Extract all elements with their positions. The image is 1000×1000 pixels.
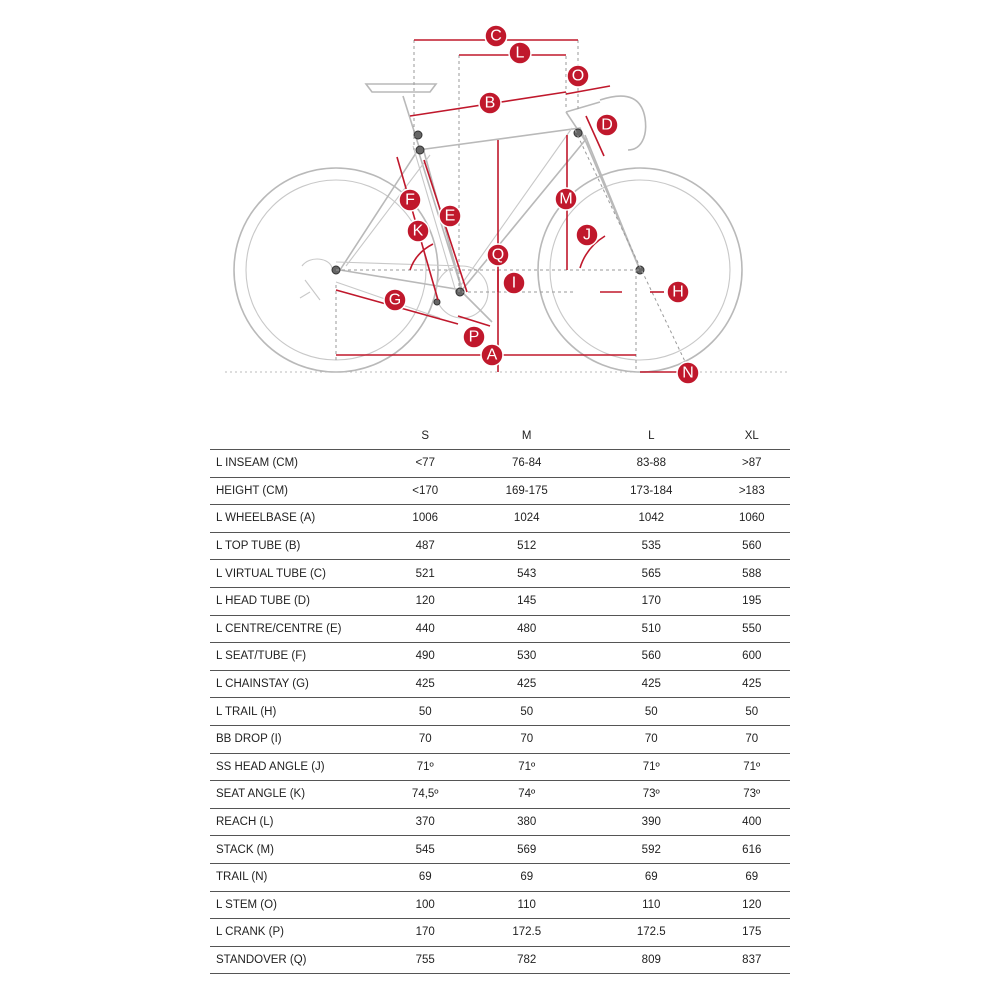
table-row xyxy=(210,560,790,588)
row-value: 69 xyxy=(464,863,589,891)
row-value: 69 xyxy=(714,863,790,891)
badge-a xyxy=(481,344,503,366)
row-value: 120 xyxy=(386,587,464,615)
row-value: 69 xyxy=(386,863,464,891)
row-label: BB DROP (I) xyxy=(210,725,386,753)
row-value: 616 xyxy=(714,836,790,864)
row-value: 71º xyxy=(714,753,790,781)
badge-m xyxy=(555,188,577,210)
row-label: L TOP TUBE (B) xyxy=(210,532,386,560)
row-label: SEAT ANGLE (K) xyxy=(210,781,386,809)
row-value: 490 xyxy=(386,643,464,671)
row-value: 74,5º xyxy=(386,781,464,809)
row-label: STACK (M) xyxy=(210,836,386,864)
guide-lines xyxy=(336,40,690,372)
row-value: 50 xyxy=(714,698,790,726)
badge-j xyxy=(576,224,598,246)
svg-text:B: B xyxy=(484,94,496,112)
svg-text:H: H xyxy=(672,283,684,301)
size-header-xl: XL xyxy=(744,429,759,442)
row-value: 1042 xyxy=(589,505,714,533)
row-value: 74º xyxy=(464,781,589,809)
row-label: L INSEAM (CM) xyxy=(210,450,386,478)
table-row xyxy=(210,753,790,781)
badge-n xyxy=(677,362,699,384)
badge-g xyxy=(384,289,406,311)
row-value: 170 xyxy=(589,587,714,615)
svg-text:I: I xyxy=(511,274,517,292)
row-value: 145 xyxy=(464,587,589,615)
row-value: 76-84 xyxy=(464,450,589,478)
row-value: 512 xyxy=(464,532,589,560)
table-row xyxy=(210,863,790,891)
seat-top-pivot xyxy=(416,146,424,154)
row-label: TRAIL (N) xyxy=(210,863,386,891)
row-value: 69 xyxy=(589,863,714,891)
svg-text:J: J xyxy=(583,226,591,244)
row-value: 530 xyxy=(464,643,589,671)
table-header-row xyxy=(210,422,790,450)
row-value: 809 xyxy=(589,946,714,974)
row-label: STANDOVER (Q) xyxy=(210,946,386,974)
row-value: 510 xyxy=(589,615,714,643)
table-row xyxy=(210,808,790,836)
row-value: 400 xyxy=(714,808,790,836)
row-value: 71º xyxy=(464,753,589,781)
row-value: 175 xyxy=(714,919,790,947)
row-value: 169-175 xyxy=(464,477,589,505)
svg-text:L: L xyxy=(515,44,525,62)
badge-l xyxy=(509,42,531,64)
row-label: REACH (L) xyxy=(210,808,386,836)
row-value: 600 xyxy=(714,643,790,671)
row-label: L WHEELBASE (A) xyxy=(210,505,386,533)
pedal-pivot xyxy=(434,299,440,305)
row-value: 588 xyxy=(714,560,790,588)
svg-text:O: O xyxy=(571,67,585,85)
bike-frame xyxy=(300,84,646,322)
row-label: HEIGHT (CM) xyxy=(210,477,386,505)
table-row xyxy=(210,698,790,726)
row-value: 837 xyxy=(714,946,790,974)
row-value: 370 xyxy=(386,808,464,836)
svg-text:Q: Q xyxy=(491,246,505,264)
row-value: <170 xyxy=(386,477,464,505)
row-value: 73º xyxy=(714,781,790,809)
row-value: 550 xyxy=(714,615,790,643)
svg-text:N: N xyxy=(682,364,694,382)
row-value: 535 xyxy=(589,532,714,560)
row-value: 782 xyxy=(464,946,589,974)
row-value: 1060 xyxy=(714,505,790,533)
table-row xyxy=(210,643,790,671)
table-row xyxy=(210,532,790,560)
row-label: L STEM (O) xyxy=(210,891,386,919)
row-value: 425 xyxy=(589,670,714,698)
row-value: 110 xyxy=(464,891,589,919)
table-corner xyxy=(210,422,386,450)
svg-text:D: D xyxy=(601,116,613,134)
row-value: 425 xyxy=(464,670,589,698)
row-value: >183 xyxy=(714,477,790,505)
table-row xyxy=(210,587,790,615)
table-row xyxy=(210,891,790,919)
row-value: >87 xyxy=(714,450,790,478)
row-value: 425 xyxy=(714,670,790,698)
row-value: 425 xyxy=(386,670,464,698)
geometry-table xyxy=(210,422,790,974)
badge-i xyxy=(503,272,525,294)
row-label: L SEAT/TUBE (F) xyxy=(210,643,386,671)
row-value: 173-184 xyxy=(589,477,714,505)
row-value: 70 xyxy=(589,725,714,753)
row-value: 1024 xyxy=(464,505,589,533)
table-row xyxy=(210,615,790,643)
row-value: 172.5 xyxy=(464,919,589,947)
badge-h xyxy=(667,281,689,303)
badge-f xyxy=(399,189,421,211)
size-header-s: S xyxy=(421,429,430,442)
row-value: 195 xyxy=(714,587,790,615)
row-value: 592 xyxy=(589,836,714,864)
row-value: 100 xyxy=(386,891,464,919)
row-value: 487 xyxy=(386,532,464,560)
row-label: L TRAIL (H) xyxy=(210,698,386,726)
table-row xyxy=(210,725,790,753)
seat-cluster-pivot xyxy=(414,131,422,139)
row-value: 71º xyxy=(589,753,714,781)
badge-o xyxy=(567,65,589,87)
badge-d xyxy=(596,114,618,136)
row-value: 480 xyxy=(464,615,589,643)
table-row xyxy=(210,781,790,809)
row-value: 120 xyxy=(714,891,790,919)
svg-text:E: E xyxy=(444,207,456,225)
row-value: 172.5 xyxy=(589,919,714,947)
badge-k xyxy=(407,220,429,242)
bike-geometry-diagram xyxy=(0,0,1000,400)
row-value: <77 xyxy=(386,450,464,478)
row-label: L CHAINSTAY (G) xyxy=(210,670,386,698)
row-value: 440 xyxy=(386,615,464,643)
svg-text:F: F xyxy=(405,191,415,209)
row-value: 70 xyxy=(464,725,589,753)
row-value: 70 xyxy=(386,725,464,753)
table-row xyxy=(210,919,790,947)
svg-text:C: C xyxy=(490,27,502,45)
row-value: 521 xyxy=(386,560,464,588)
row-value: 1006 xyxy=(386,505,464,533)
row-value: 380 xyxy=(464,808,589,836)
row-value: 170 xyxy=(386,919,464,947)
badge-e xyxy=(439,205,461,227)
size-header-m: M xyxy=(521,429,532,442)
row-value: 560 xyxy=(714,532,790,560)
svg-text:P: P xyxy=(468,328,480,346)
badge-q xyxy=(487,244,509,266)
table-body xyxy=(210,450,790,974)
row-value: 70 xyxy=(714,725,790,753)
row-value: 565 xyxy=(589,560,714,588)
row-label: L HEAD TUBE (D) xyxy=(210,587,386,615)
row-label: L CRANK (P) xyxy=(210,919,386,947)
row-value: 50 xyxy=(386,698,464,726)
svg-text:K: K xyxy=(412,222,424,240)
svg-text:M: M xyxy=(559,190,573,208)
row-value: 73º xyxy=(589,781,714,809)
badge-b xyxy=(479,92,501,114)
row-value: 560 xyxy=(589,643,714,671)
row-label: L CENTRE/CENTRE (E) xyxy=(210,615,386,643)
table-row xyxy=(210,670,790,698)
badge-c xyxy=(485,25,507,47)
row-value: 543 xyxy=(464,560,589,588)
size-header-l: L xyxy=(648,429,655,442)
row-value: 390 xyxy=(589,808,714,836)
row-value: 110 xyxy=(589,891,714,919)
row-value: 545 xyxy=(386,836,464,864)
row-label: SS HEAD ANGLE (J) xyxy=(210,753,386,781)
badge-p xyxy=(463,326,485,348)
row-value: 569 xyxy=(464,836,589,864)
row-value: 83-88 xyxy=(589,450,714,478)
table-row xyxy=(210,477,790,505)
row-value: 50 xyxy=(589,698,714,726)
row-value: 755 xyxy=(386,946,464,974)
row-value: 71º xyxy=(386,753,464,781)
table-row xyxy=(210,946,790,974)
table-row xyxy=(210,836,790,864)
dimension-lines xyxy=(336,40,690,372)
svg-text:A: A xyxy=(486,346,498,364)
svg-text:G: G xyxy=(388,291,402,309)
row-label: L VIRTUAL TUBE (C) xyxy=(210,560,386,588)
row-value: 50 xyxy=(464,698,589,726)
table-row xyxy=(210,450,790,478)
table-row xyxy=(210,505,790,533)
